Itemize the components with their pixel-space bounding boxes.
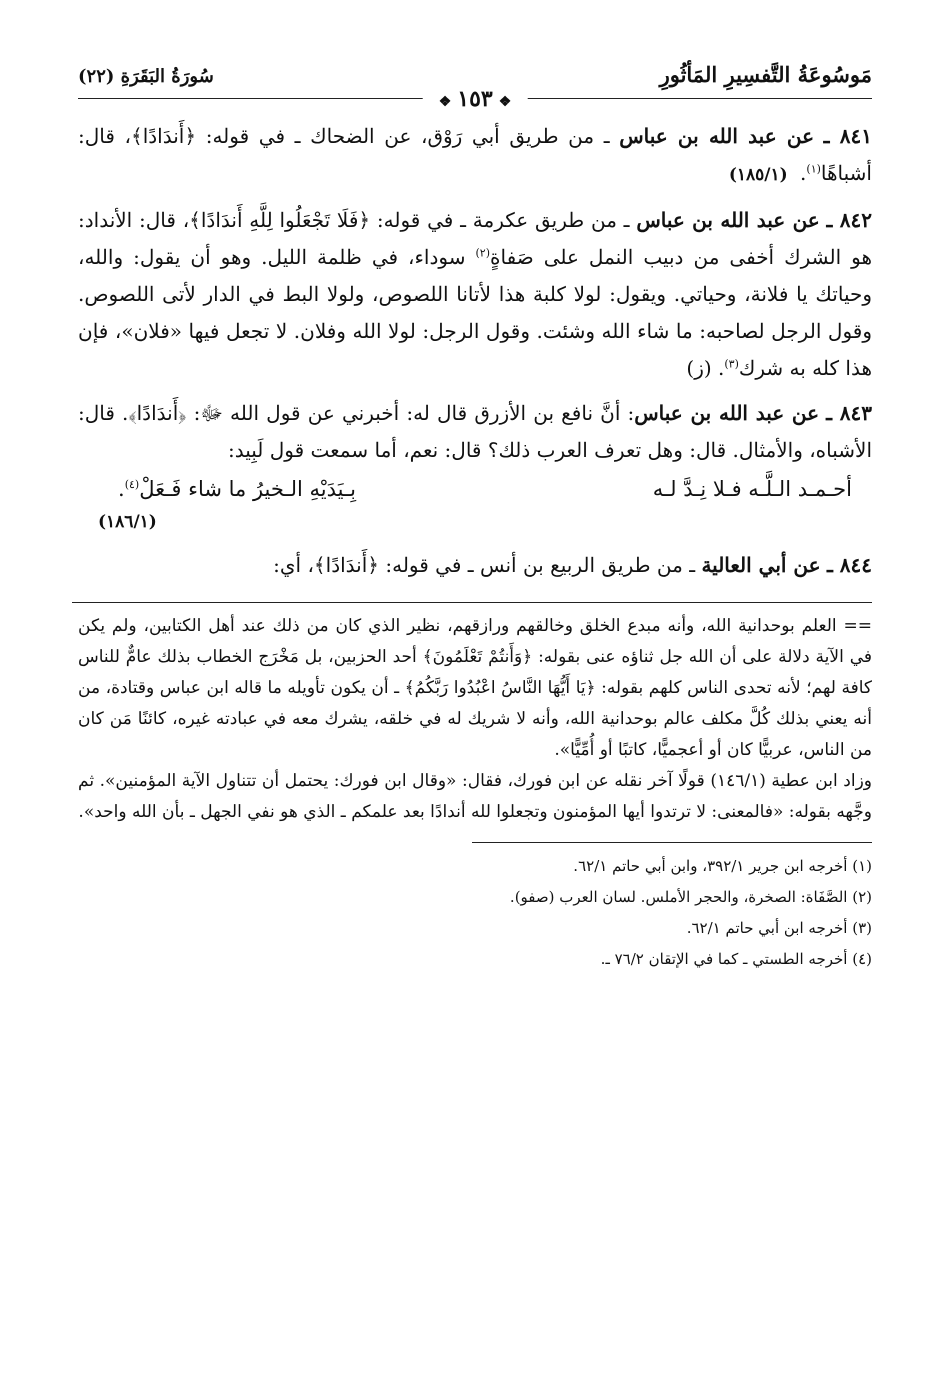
footnote-marker: (٤)	[124, 478, 140, 491]
footnote: (٤) أخرجه الطستي ـ كما في الإتقان ٧٦/٢ ـ.	[600, 950, 872, 968]
entry-punct: .	[800, 161, 807, 185]
entry-number: ٨٤٤ ـ	[826, 553, 872, 577]
footnote: (١) أخرجه ابن جرير ٣٩٢/١، وابن أبي حاتم ٦٢/١.	[573, 857, 872, 875]
verse-second-hemistich-wrap: بِـيَدَيْهِ الـخيرُ ما شاء فَـعَلْ$^{(٤)}$.	[118, 471, 356, 508]
note-paragraph: وزاد ابن عطية (١٤٦/١) قولًا آخر نقله عن ابن فورك، فقال: «وقال ابن فورك: يحتمل أن تتناول الآية المؤمنين». ثم وجَّهه بقوله: «فالمعنى: لا ترتدوا أيها المؤمنون وتجعلوا لله أندادًا بعد علمكم ـ الذي هو نفي الجهل ـ بأن الله واحد».	[78, 771, 872, 822]
entry-narrator: عن عبد الله بن عباس	[634, 401, 820, 425]
verse-second-hemistich: بِـيَدَيْهِ الـخيرُ ما شاء فَـعَلْ	[139, 477, 356, 501]
entry-narrator: عن عبد الله بن عباس	[636, 208, 820, 232]
poetry-verse	[118, 471, 852, 508]
footnote: (٢) الصَّفَاة: الصخرة، والحجر الأملس. لسان العرب (صفو).	[509, 888, 872, 906]
entry-text: ـ من طريق أبي رَوْق، عن الضحاك ـ في قوله: ﴿أَندَادًا﴾، قال: أشباهًا	[78, 124, 872, 185]
footnote-marker: (٣)	[724, 357, 739, 371]
ornament-left-icon: ❖	[438, 94, 452, 110]
entry-842	[78, 202, 872, 387]
entry-843	[78, 395, 872, 469]
page	[78, 58, 872, 1384]
source-reference: (١٨٥/١)	[728, 165, 788, 185]
entry-844	[78, 547, 872, 584]
ornament-right-icon: ❖	[498, 94, 512, 110]
entry-tag: . (ز)	[686, 356, 725, 380]
entry-text: ـ من طريق عكرمة ـ في قوله: ﴿فَلَا تَجْعَلُوا لِلَّهِ أَندَادًا﴾، قال: الأنداد: هو الشرك أخفى من دبيب النمل على صَفاةٍ	[78, 208, 873, 269]
footnote: (٣) أخرجه ابن أبي حاتم ٦٢/١.	[686, 919, 872, 937]
notes-separator	[72, 602, 872, 603]
entry-number: ٨٤٣ ـ	[826, 401, 872, 425]
entry-text: ـ من طريق الربيع بن أنس ـ في قوله: ﴿أَندَادًا﴾، أي:	[273, 553, 696, 577]
verse-first-hemistich: أحـمـد الـلَّـه فـلا نِـدَّ لـه	[652, 477, 852, 501]
entry-841	[78, 118, 872, 194]
surah-label: سُورَةُ البَقَرَةِ (٢٢)	[78, 66, 214, 87]
book-title: مَوسُوعَةُ التَّفسِيرِ المَأثُورِ	[659, 62, 872, 87]
source-reference: (١٨٦/١)	[98, 512, 157, 532]
page-number: ١٥٣	[457, 86, 493, 112]
page-number-box	[423, 86, 528, 112]
footnotes	[78, 851, 872, 975]
entry-text: : أنَّ نافع بن الأزرق قال له: أخبرني عن قول الله ﷻ: ﴿أَندَادًا﴾. قال: الأشباه، والأمثال. قال: وهل تعرف العرب ذلك؟ قال: نعم، أما سمعت قول لَبِيد:	[78, 401, 872, 462]
footnote-marker: (٢)	[475, 246, 491, 260]
entry-narrator: عن أبي العالية	[701, 553, 821, 577]
footnote-marker: (١)	[806, 162, 821, 176]
entry-number: ٨٤٢ ـ	[826, 208, 873, 232]
commentary-notes	[78, 611, 872, 828]
entry-narrator: عن عبد الله بن عباس	[619, 124, 815, 148]
page-header	[78, 58, 872, 118]
entry-number: ٨٤١ ـ	[823, 124, 872, 148]
note-paragraph: == العلم بوحدانية الله، وأنه مبدع الخلق وخالقهم ورازقهم، نظير الذي كان من ذلك عند أهل الكتابين، ولم يكن في الآية دلالة على أن الله جل ثناؤه عنى بقوله: ﴿وَأَنتُمْ تَعْلَمُونَ﴾ أحد الحزبين، بل مَخْرَج الخطاب بذلك عامٌّ للناس كافة لهم؛ لأنه تحدى الناس كلهم بقوله: ﴿يَا أَيُّهَا النَّاسُ اعْبُدُوا رَبَّكُمُ﴾ ـ أن يكون تأويله ما قاله ابن عباس وقتادة، من أنه يعني بذلك كُلَّ مكلف عالم بوحدانية الله، وأنه لا شريك له في خلقه، يشرك معه في عبادته غيره، كائنًا مَن كان من الناس، عربيًّا كان أو أعجميًّا، كاتبًا أو أُمِّيًّا».	[78, 616, 872, 760]
footnotes-separator	[472, 842, 872, 843]
entry-text-cont: سوداء، في ظلمة الليل. وهو أن يقول: والله، وحياتك يا فلانة، وحياتي. ويقول: لولا كلبة هذا لأتانا اللصوص، ولولا البط في الدار لأتى اللصوص. وقول الرجل لصاحبه: ما شاء الله وشئت. وقول الرجل: لولا الله وفلان. لا تجعل فيها «فلان»، فإن هذا كله به شرك	[78, 245, 872, 380]
main-text	[78, 118, 872, 584]
